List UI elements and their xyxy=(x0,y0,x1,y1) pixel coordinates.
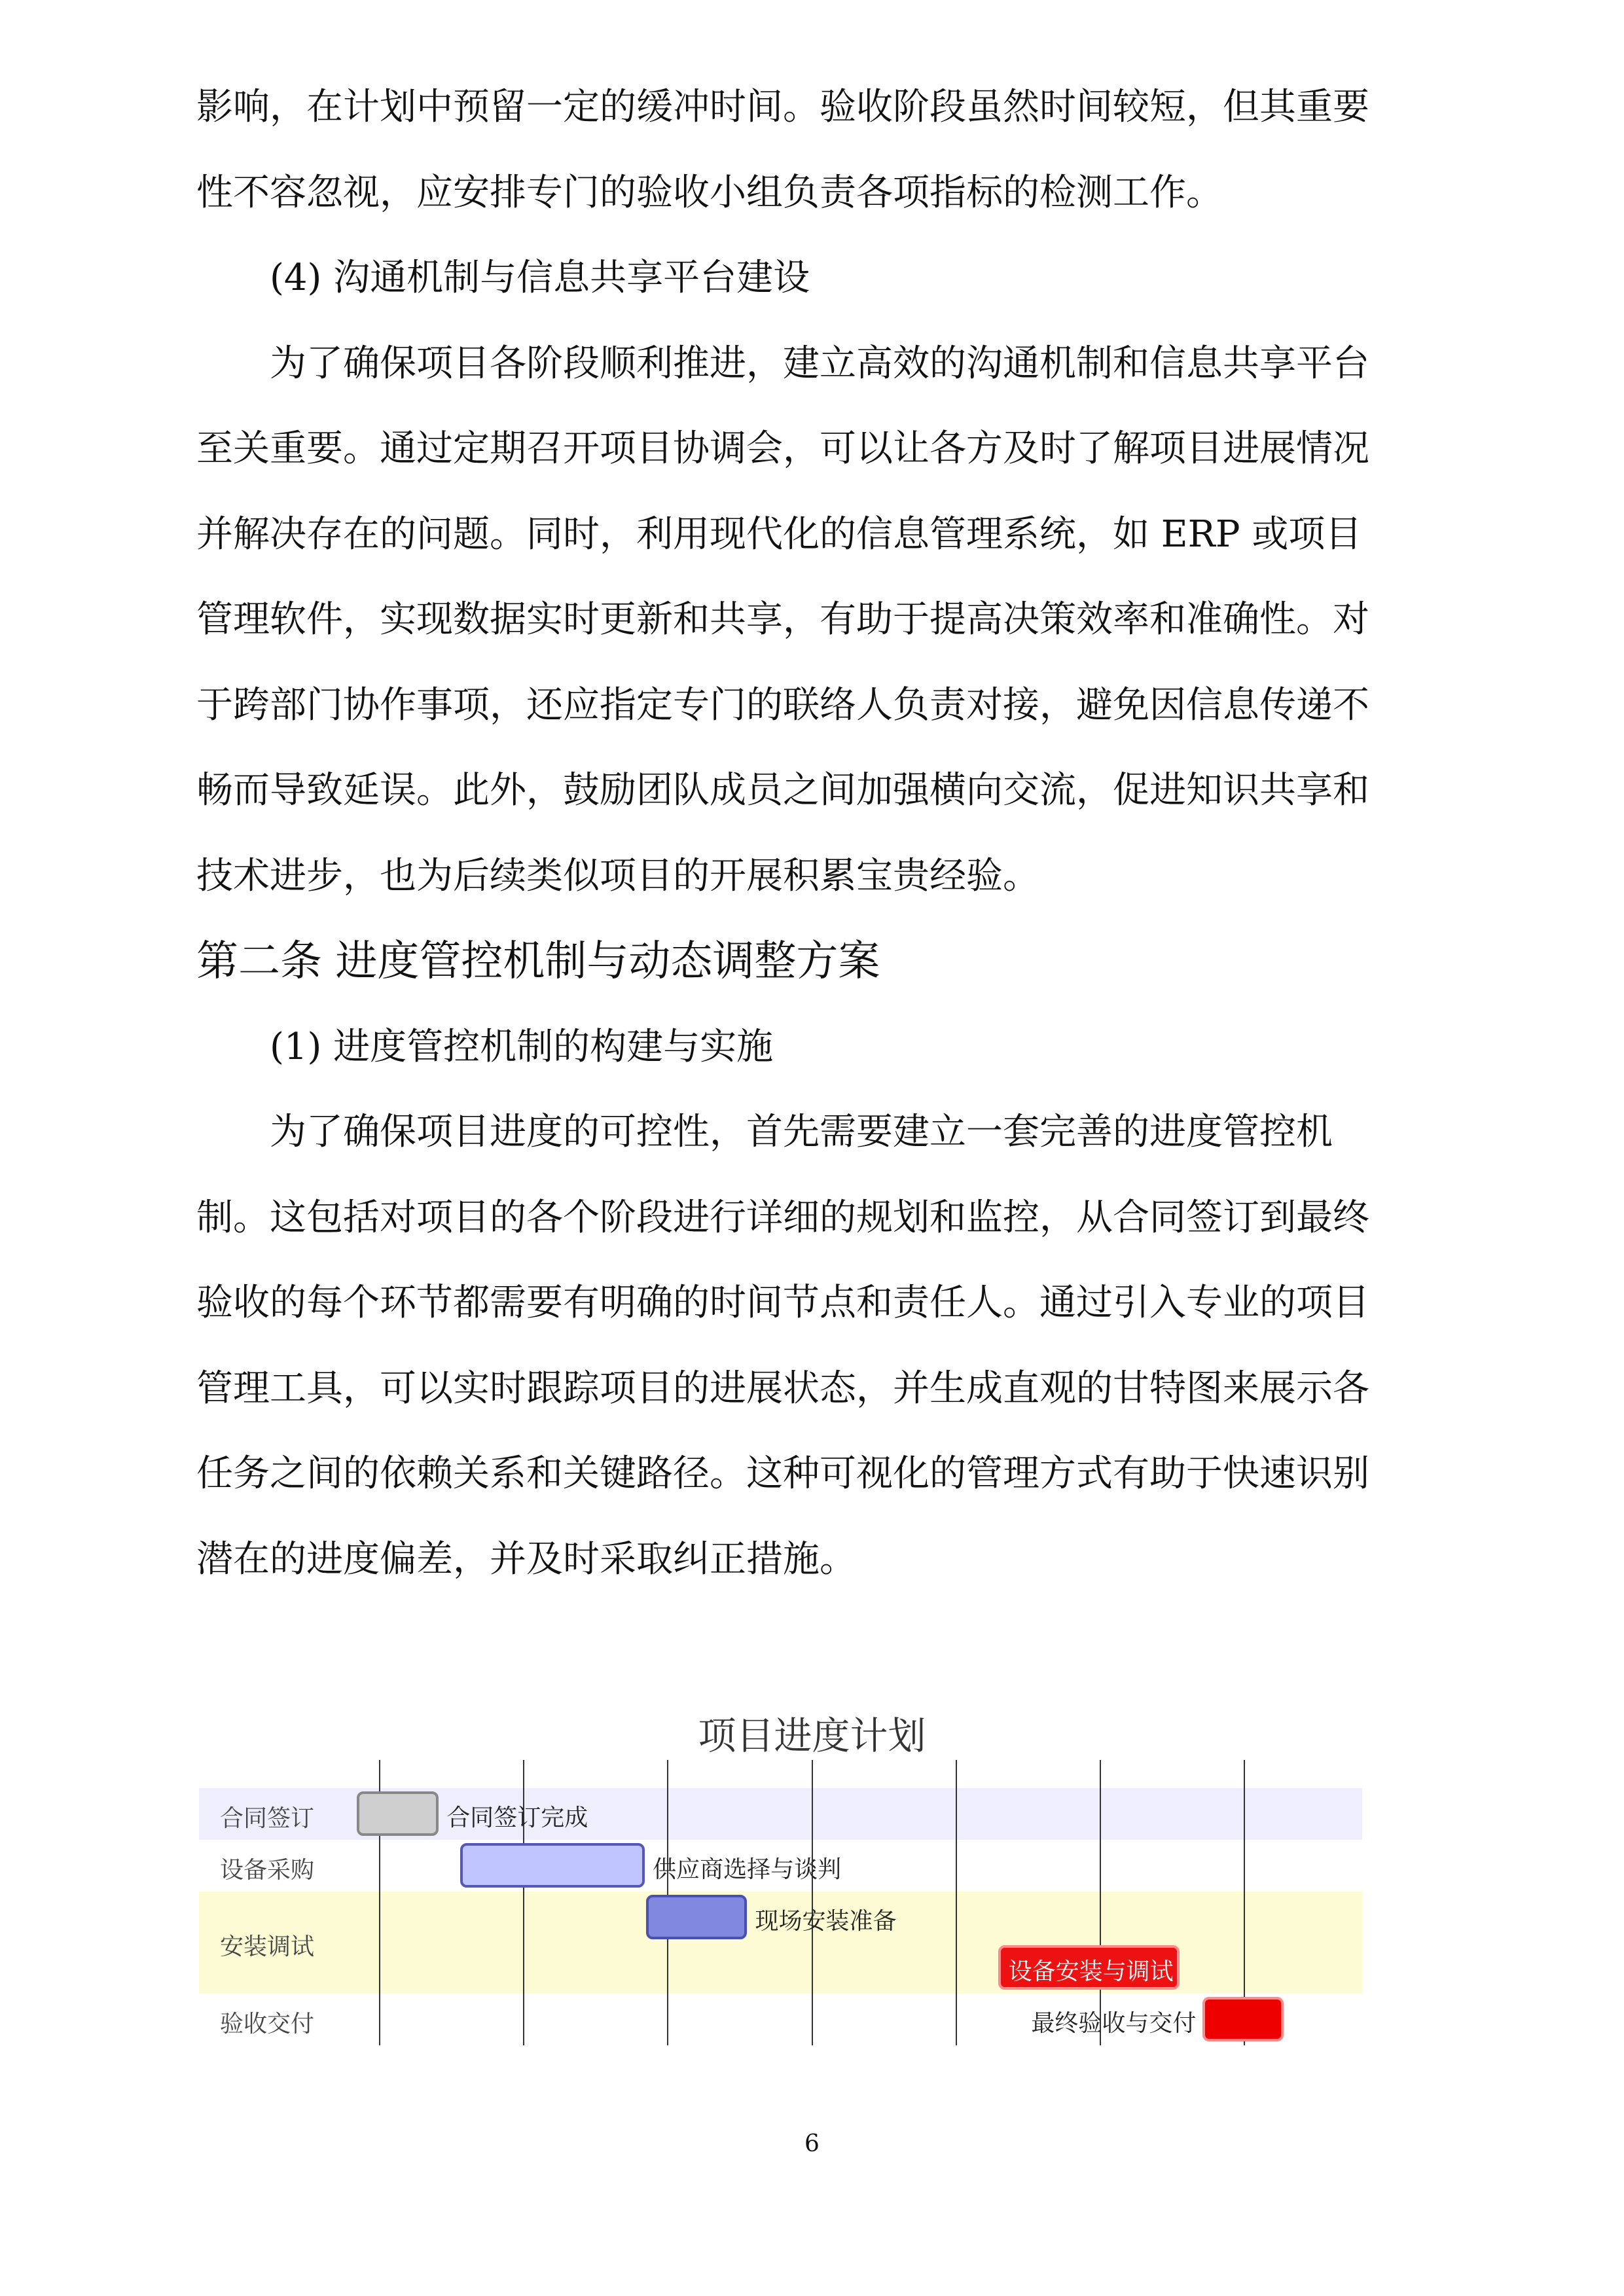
task-label: 现场安装准备 xyxy=(755,1908,897,1935)
subheading: (4) 沟通机制与信息共享平台建设 xyxy=(270,257,810,299)
text-line: 于跨部门协作事项，还应指定专门的联络人负责对接，避免因信息传递不 xyxy=(196,683,1369,726)
task-label: 最终验收与交付 xyxy=(1031,2010,1197,2037)
text-line: 管理软件，实现数据实时更新和共享，有助于提高决策效率和准确性。对 xyxy=(196,598,1369,641)
text-line: 并解决存在的问题。同时，利用现代化的信息管理系统，如 ERP 或项目 xyxy=(196,512,1362,556)
task-label: 供应商选择与谈判 xyxy=(653,1856,842,1883)
section-label: 安装调试 xyxy=(220,1933,315,1960)
text-line: 性不容忽视，应安排专门的验收小组负责各项指标的检测工作。 xyxy=(196,171,1223,214)
section-label: 合同签订 xyxy=(220,1804,315,1832)
grid-line xyxy=(956,1760,957,2045)
grid-line xyxy=(1100,1760,1101,2045)
text-line: 畅而导致延误。此外，鼓励团队成员之间加强横向交流，促进知识共享和 xyxy=(196,769,1369,812)
section-label: 验收交付 xyxy=(220,2010,315,2037)
task-bar xyxy=(357,1791,439,1836)
chart-title: 项目进度计划 xyxy=(698,1713,926,1758)
text-line: 为了确保项目进度的可控性，首先需要建立一套完善的进度管控机 xyxy=(270,1111,1333,1153)
task-label: 设备安装与调试 xyxy=(1008,1958,1174,1985)
text-line: 影响，在计划中预留一定的缓冲时间。验收阶段虽然时间较短，但其重要 xyxy=(196,86,1369,128)
text-line: 验收的每个环节都需要有明确的时间节点和责任人。通过引入专业的项目 xyxy=(196,1282,1369,1324)
section-label: 设备采购 xyxy=(220,1856,315,1884)
task-bar xyxy=(1202,1997,1283,2041)
text-line: 潜在的进度偏差，并及时采取纠正措施。 xyxy=(196,1537,856,1581)
text-line: 任务之间的依赖关系和关键路径。这种可视化的管理方式有助于快速识别 xyxy=(196,1452,1369,1495)
task-bar xyxy=(460,1843,645,1888)
subheading: (1) 进度管控机制的构建与实施 xyxy=(270,1025,774,1068)
text-line: 制。这包括对项目的各个阶段进行详细的规划和监控，从合同签订到最终 xyxy=(196,1196,1369,1239)
task-label: 合同签订完成 xyxy=(446,1804,588,1831)
text-line: 技术进步，也为后续类似项目的开展积累宝贵经验。 xyxy=(196,854,1039,897)
task-bar xyxy=(646,1895,747,1939)
text-line: 至关重要。通过定期召开项目协调会，可以让各方及时了解项目进展情况 xyxy=(196,427,1369,470)
section-heading: 第二条 进度管控机制与动态调整方案 xyxy=(196,937,880,986)
page-number: 6 xyxy=(804,2130,820,2157)
text-line: 为了确保项目各阶段顺利推进，建立高效的沟通机制和信息共享平台 xyxy=(270,342,1369,385)
text-line: 管理工具，可以实时跟踪项目的进展状态，并生成直观的甘特图来展示各 xyxy=(196,1367,1369,1410)
